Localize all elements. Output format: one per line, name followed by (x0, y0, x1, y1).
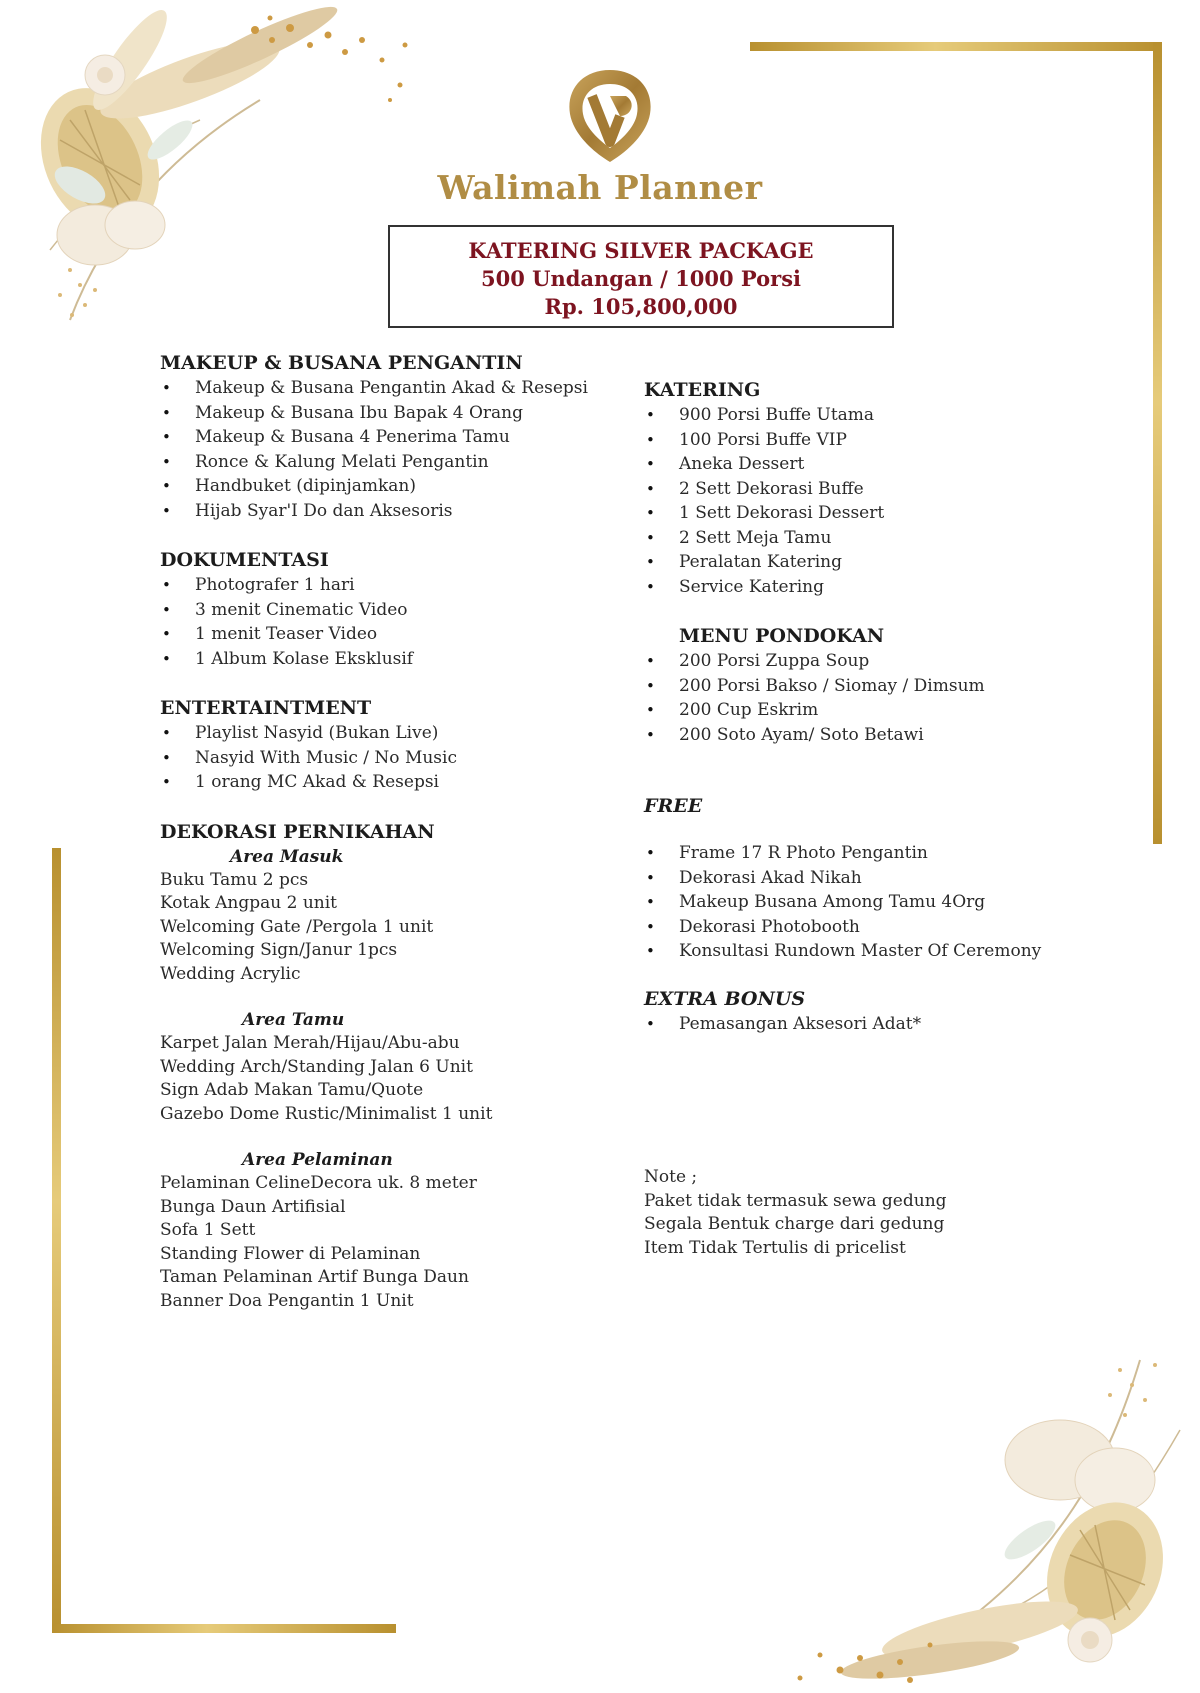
list-item: Pelaminan CelineDecora uk. 8 meter (160, 1173, 477, 1193)
list-item: • 1 menit Teaser Video (160, 622, 610, 647)
list-item: • Dekorasi Akad Nikah (644, 866, 1164, 891)
list-item: Wedding Acrylic (160, 963, 301, 984)
list-item: • Dekorasi Photobooth (644, 915, 1164, 940)
brand-name: Walimah Planner (437, 168, 763, 207)
list-item: • Ronce & Kalung Melati Pengantin (160, 450, 610, 475)
list-item: • 200 Porsi Bakso / Siomay / Dimsum (644, 674, 1164, 699)
list-item: Bunga Daun Artifisial (160, 1196, 346, 1217)
list-item: • 2 Sett Meja Tamu (644, 526, 1164, 551)
note-line: Item Tidak Tertulis di pricelist (644, 1237, 906, 1258)
list-item: • Makeup Busana Among Tamu 4Org (644, 890, 1164, 915)
list-item: • 100 Porsi Buffe VIP (644, 428, 1164, 453)
list-item: Welcoming Gate /Pergola 1 unit (160, 916, 434, 937)
list-item: • Photografer 1 hari (160, 573, 610, 598)
list-item: Gazebo Dome Rustic/Minimalist 1 unit (160, 1103, 493, 1124)
list-item: • Aneka Dessert (644, 452, 1164, 477)
area-masuk-heading: Area Masuk (230, 846, 344, 867)
makeup-heading: MAKEUP & BUSANA PENGANTIN (160, 352, 523, 374)
list-item: Wedding Arch/Standing Jalan 6 Unit (160, 1056, 473, 1077)
extra-bonus-heading: EXTRA BONUS (644, 987, 806, 1010)
list-item: • Makeup & Busana 4 Penerima Tamu (160, 425, 610, 450)
katering-heading: KATERING (644, 379, 761, 401)
entertainment-heading: ENTERTAINTMENT (160, 697, 372, 719)
area-masuk-list (160, 869, 610, 987)
list-item: • 200 Cup Eskrim (644, 698, 1164, 723)
list-item: Kotak Angpau 2 unit (160, 893, 338, 913)
note-title: Note ; (644, 1167, 698, 1187)
gold-frame-top (750, 42, 1162, 51)
free-heading: FREE (644, 795, 703, 817)
list-item: Karpet Jalan Merah/Hijau/Abu-abu (160, 1033, 460, 1053)
list-item: • 900 Porsi Buffe Utama (644, 403, 1164, 428)
package-box (388, 225, 894, 328)
list-item: Buku Tamu 2 pcs (160, 869, 309, 890)
list-item: • Makeup & Busana Pengantin Akad & Resepsi (160, 376, 610, 401)
list-item: • Handbuket (dipinjamkan) (160, 474, 610, 499)
menu-pondokan-list (644, 649, 1164, 747)
area-tamu-heading: Area Tamu (242, 1010, 345, 1030)
list-item: • 2 Sett Dekorasi Buffe (644, 477, 1164, 502)
gold-frame-bottom (52, 1624, 396, 1633)
area-tamu-list (160, 1032, 610, 1126)
note-block (644, 1166, 1164, 1260)
free-list (644, 841, 1164, 964)
list-item: Sign Adab Makan Tamu/Quote (160, 1080, 424, 1100)
list-item: • Frame 17 R Photo Pengantin (644, 841, 1164, 866)
makeup-list (160, 376, 610, 523)
package-price: Rp. 105,800,000 (544, 294, 738, 319)
list-item: • Pemasangan Aksesori Adat* (644, 1012, 1164, 1037)
list-item: Standing Flower di Pelaminan (160, 1243, 421, 1264)
list-item: • Playlist Nasyid (Bukan Live) (160, 721, 610, 746)
extra-bonus-list (644, 1012, 1164, 1037)
entertainment-list (160, 721, 610, 795)
package-capacity: 500 Undangan / 1000 Porsi (481, 266, 801, 291)
list-item: • 1 Sett Dekorasi Dessert (644, 501, 1164, 526)
gold-frame-left (52, 848, 61, 1633)
menu-pondokan-heading: MENU PONDOKAN (679, 625, 885, 647)
list-item: • Peralatan Katering (644, 550, 1164, 575)
list-item: • 3 menit Cinematic Video (160, 598, 610, 623)
list-item: Banner Doa Pengantin 1 Unit (160, 1290, 414, 1311)
list-item: • Makeup & Busana Ibu Bapak 4 Orang (160, 401, 610, 426)
right-column (644, 377, 1164, 1260)
list-item: Sofa 1 Sett (160, 1220, 256, 1240)
list-item: • Service Katering (644, 575, 1164, 600)
walimah-logo-icon (560, 62, 660, 166)
left-column (160, 350, 610, 1313)
area-pelaminan-list (160, 1172, 610, 1313)
list-item: • 200 Porsi Zuppa Soup (644, 649, 1164, 674)
list-item: Welcoming Sign/Janur 1pcs (160, 940, 398, 960)
list-item: • 200 Soto Ayam/ Soto Betawi (644, 723, 1164, 748)
list-item: • Konsultasi Rundown Master Of Ceremony (644, 939, 1164, 964)
list-item: • 1 orang MC Akad & Resepsi (160, 770, 610, 795)
list-item: • Hijab Syar'I Do dan Aksesoris (160, 499, 610, 524)
area-pelaminan-heading: Area Pelaminan (242, 1150, 393, 1170)
dokumentasi-heading: DOKUMENTASI (160, 549, 329, 571)
note-line: Segala Bentuk charge dari gedung (644, 1214, 945, 1234)
list-item: Taman Pelaminan Artif Bunga Daun (160, 1267, 469, 1287)
note-line: Paket tidak termasuk sewa gedung (644, 1190, 947, 1211)
list-item: • Nasyid With Music / No Music (160, 746, 610, 771)
package-title: KATERING SILVER PACKAGE (468, 238, 814, 263)
katering-list (644, 403, 1164, 599)
dekorasi-heading: DEKORASI PERNIKAHAN (160, 820, 435, 843)
dokumentasi-list (160, 573, 610, 671)
floral-corner-bottom-right (760, 1340, 1200, 1693)
list-item: • 1 Album Kolase Eksklusif (160, 647, 610, 672)
